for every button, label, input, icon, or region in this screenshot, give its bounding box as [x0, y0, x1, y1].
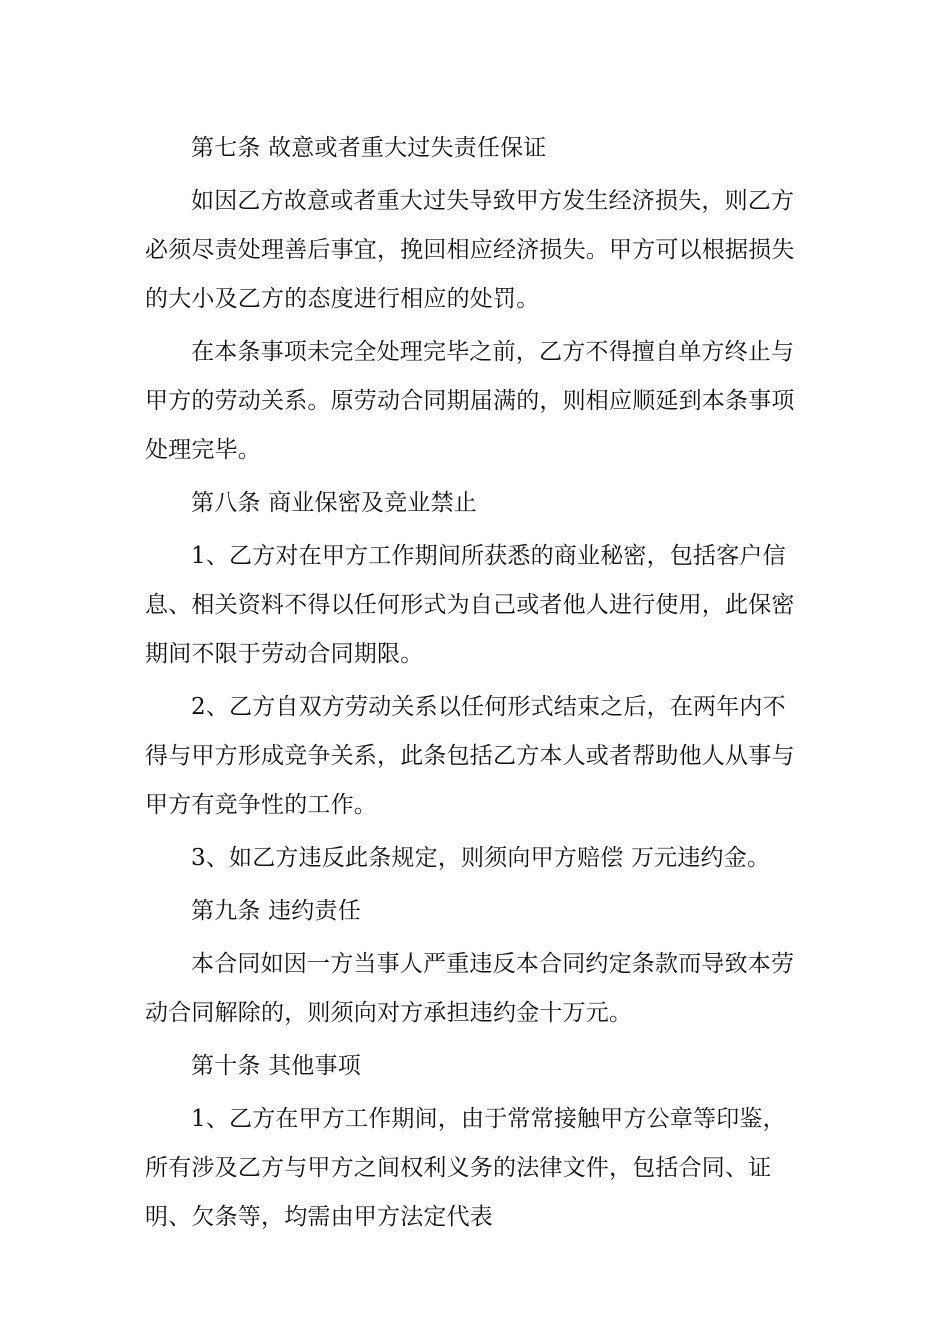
- article-9-paragraph: 本合同如因一方当事人严重违反本合同约定条款而导致本劳动合同解除的，则须向对方承担违约金十万元。: [145, 951, 795, 1026]
- article-10-item-1: 1、乙方在甲方工作期间，由于常常接触甲方公章等印鉴，所有涉及乙方与甲方之间权利义务的法律文件，包括合同、证明、欠条等，均需由甲方法定代表: [145, 1106, 786, 1230]
- document-body: [145, 124, 809, 1242]
- article-10-heading: 第十条 其他事项: [191, 1053, 361, 1079]
- article-8-item-1: 1、乙方对在甲方工作期间所获悉的商业秘密，包括客户信息、相关资料不得以任何形式为自己或者他人进行使用，此保密期间不限于劳动合同期限。: [145, 543, 795, 667]
- article-8-item-3: 3、如乙方违反此条规定，则须向甲方赔偿 万元违约金。: [191, 845, 771, 871]
- article-7-heading: 第七条 故意或者重大过失责任保证: [191, 135, 547, 161]
- article-7-paragraph-2: 在本条事项未完全处理完毕之前，乙方不得擅自单方终止与甲方的劳动关系。原劳动合同期届满的，则相应顺延到本条事项处理完毕。: [145, 339, 795, 463]
- article-8-heading: 第八条 商业保密及竞业禁止: [191, 490, 477, 516]
- article-9-heading: 第九条 违约责任: [191, 898, 361, 924]
- article-7-paragraph-1: 如因乙方故意或者重大过失导致甲方发生经济损失，则乙方必须尽责处理善后事宜，挽回相应经济损失。甲方可以根据损失的大小及乙方的态度进行相应的处罚。: [145, 188, 795, 312]
- article-8-item-2: 2、乙方自双方劳动关系以任何形式结束之后，在两年内不得与甲方形成竞争关系，此条包括乙方本人或者帮助他人从事与甲方有竞争性的工作。: [145, 694, 795, 818]
